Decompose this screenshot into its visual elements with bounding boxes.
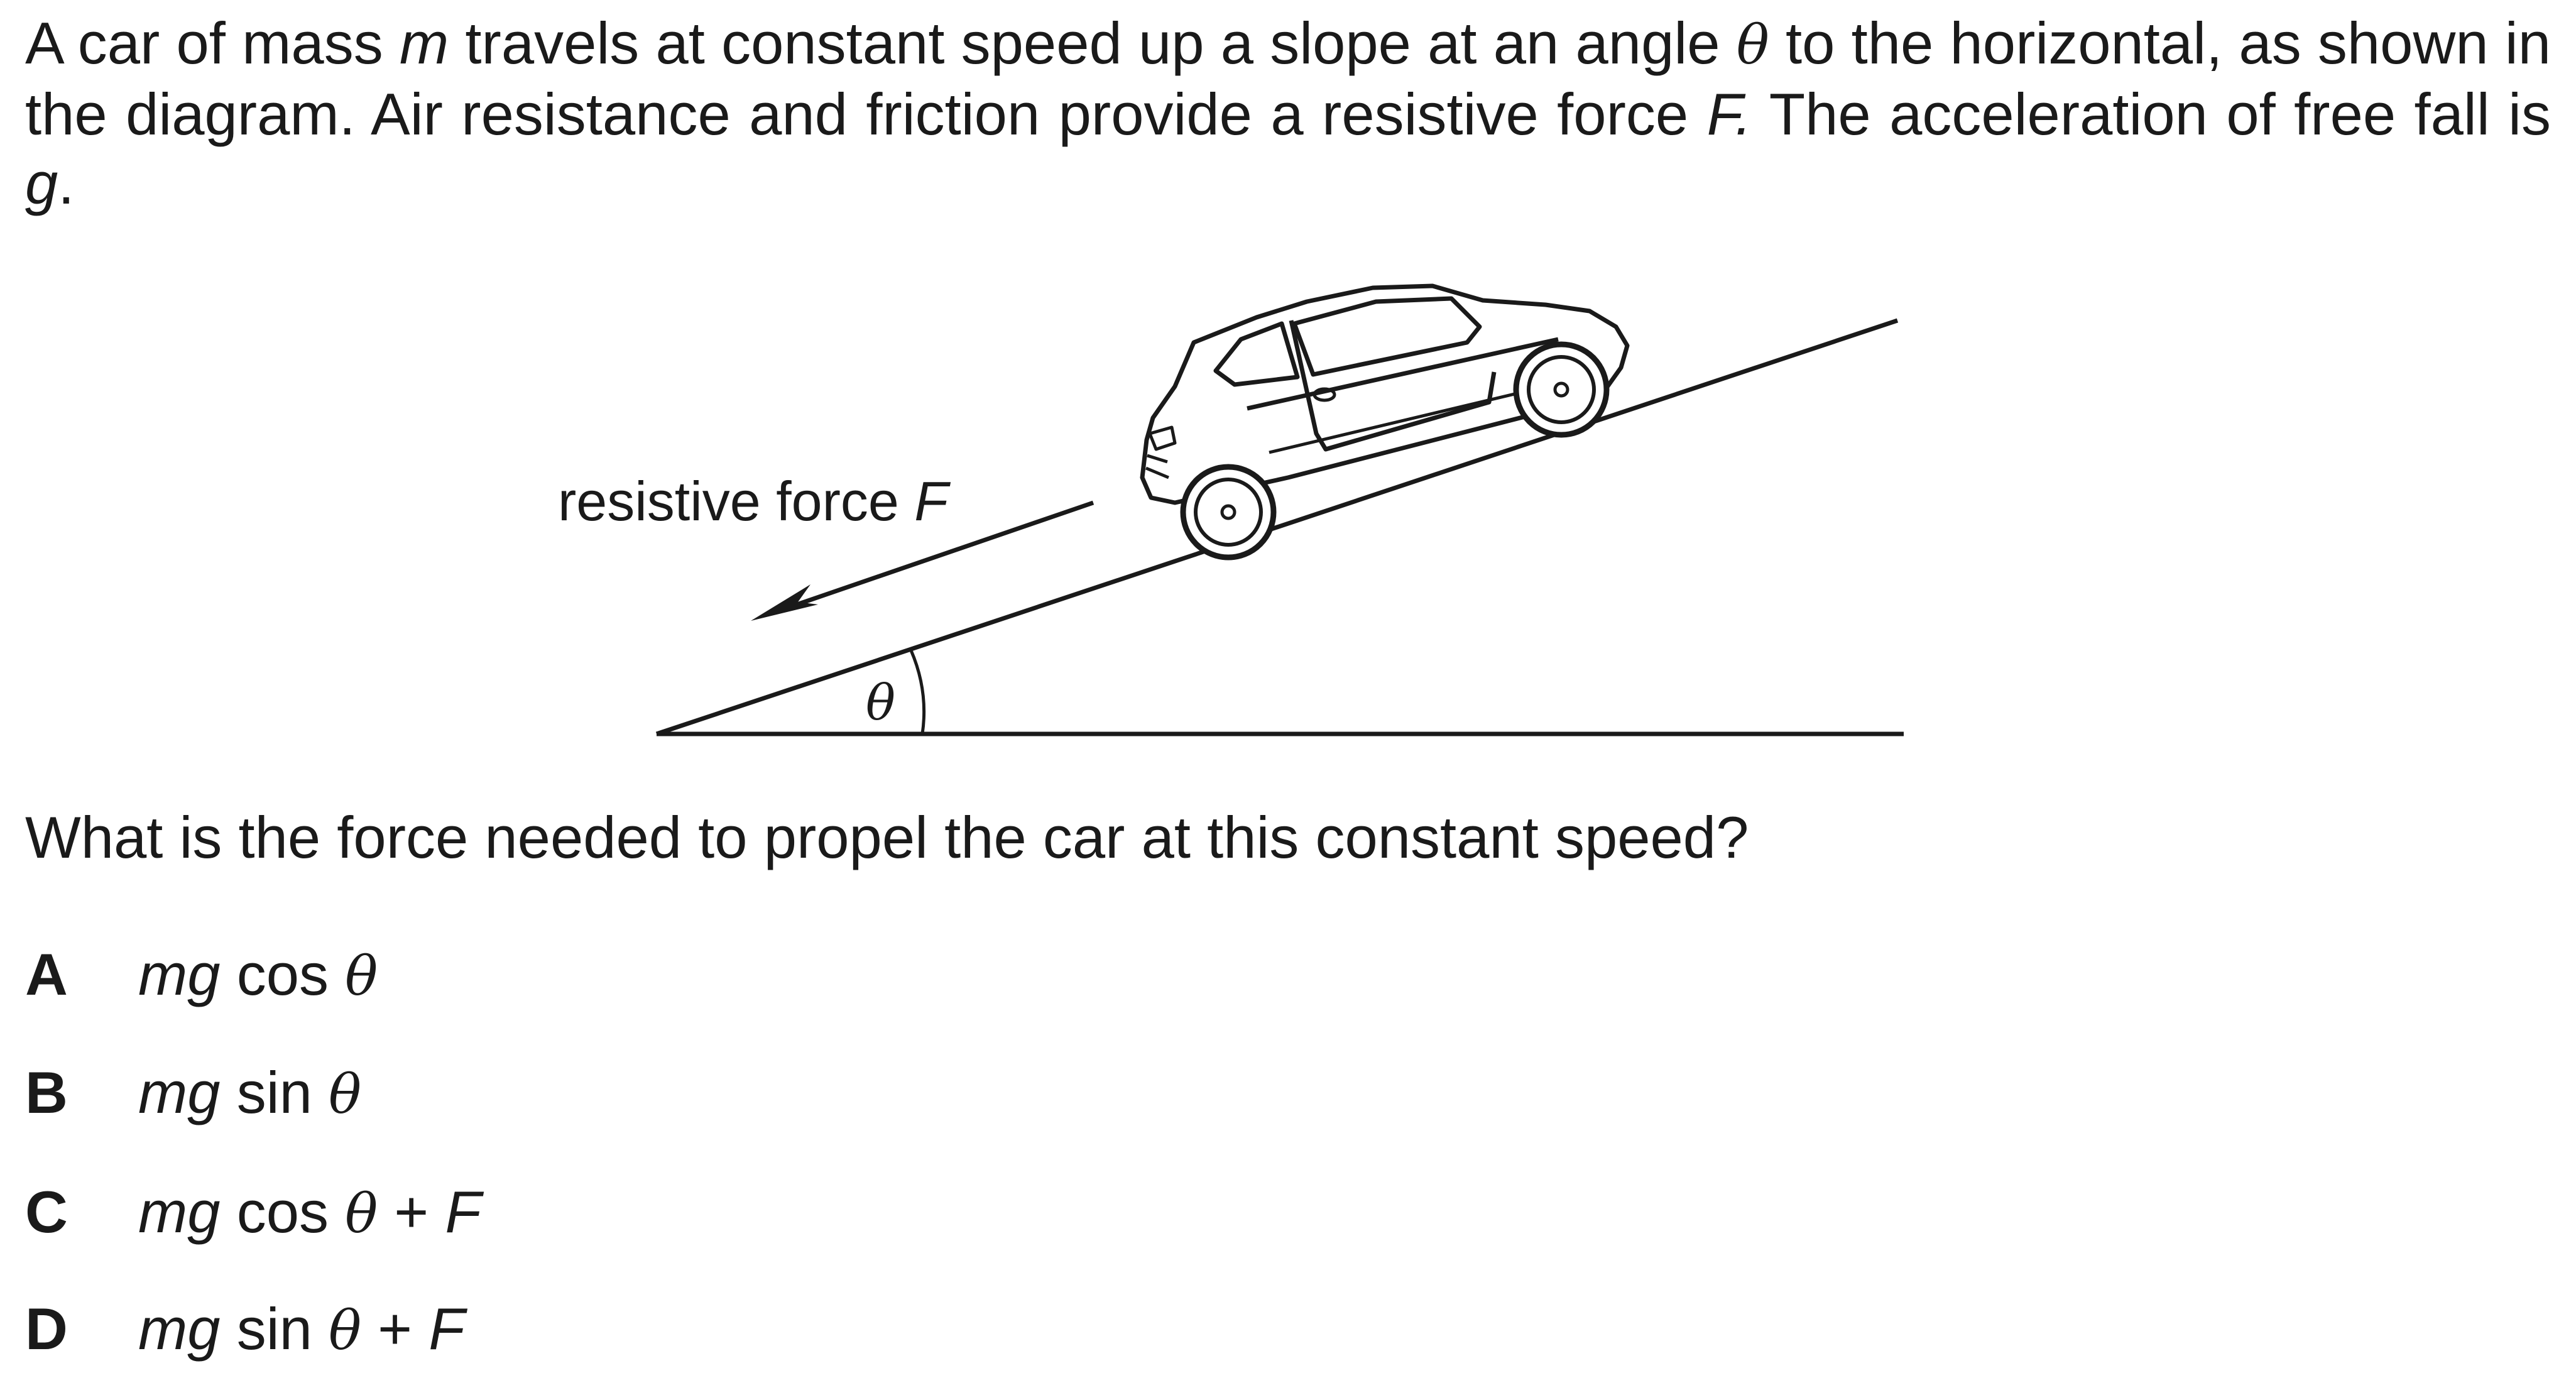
force-symbol: F. <box>1706 81 1752 147</box>
option-c-theta: θ <box>345 1183 378 1245</box>
option-c[interactable] <box>25 1178 481 1249</box>
intro-text-1: A car of mass <box>25 10 400 76</box>
intro-text-4: The acceleration of free fall is <box>1752 81 2551 147</box>
option-b[interactable] <box>25 1058 361 1129</box>
option-b-letter: B <box>25 1059 68 1125</box>
option-b-mg: mg <box>138 1059 221 1125</box>
option-c-letter: C <box>25 1179 68 1245</box>
gravity-symbol: g <box>25 150 58 216</box>
intro-text-3: to the horizontal, as shown in the diagram. Air resistance and friction provide a resistive force <box>25 10 2551 147</box>
option-a-letter: A <box>25 941 68 1007</box>
option-d-letter: D <box>25 1296 68 1362</box>
option-c-trig: cos <box>220 1179 346 1245</box>
front-hub <box>1222 506 1235 518</box>
force-label-text: resistive force <box>558 470 915 532</box>
option-a-theta: θ <box>345 945 378 1008</box>
option-d-force: F <box>428 1296 465 1362</box>
option-d-plus: + <box>361 1296 429 1362</box>
option-c-plus: + <box>378 1179 445 1245</box>
angle-symbol: θ <box>1736 14 1769 77</box>
option-a-trig: cos <box>220 941 346 1007</box>
front-wheel <box>1183 467 1274 557</box>
angle-label: θ <box>866 675 895 731</box>
intro-text-2: travels at constant speed up a slope at an angle <box>449 10 1737 76</box>
option-d-trig: sin <box>220 1296 329 1362</box>
force-label-symbol: F <box>914 470 949 532</box>
force-label <box>558 470 951 532</box>
intro-text-5: . <box>58 150 75 216</box>
angle-arc <box>911 650 924 734</box>
option-a-mg: mg <box>138 941 221 1007</box>
option-d-theta: θ <box>329 1299 362 1362</box>
question-prompt: What is the force needed to propel the car at this constant speed? <box>25 804 1749 870</box>
option-a[interactable] <box>25 940 378 1011</box>
mass-symbol: m <box>399 10 449 76</box>
rear-wheel <box>1516 344 1607 435</box>
option-d[interactable] <box>25 1294 465 1365</box>
option-b-trig: sin <box>220 1059 329 1125</box>
option-b-theta: θ <box>329 1063 362 1126</box>
rear-hub <box>1555 383 1568 396</box>
option-c-force: F <box>445 1179 481 1245</box>
option-c-mg: mg <box>138 1179 221 1245</box>
option-d-mg: mg <box>138 1296 221 1362</box>
